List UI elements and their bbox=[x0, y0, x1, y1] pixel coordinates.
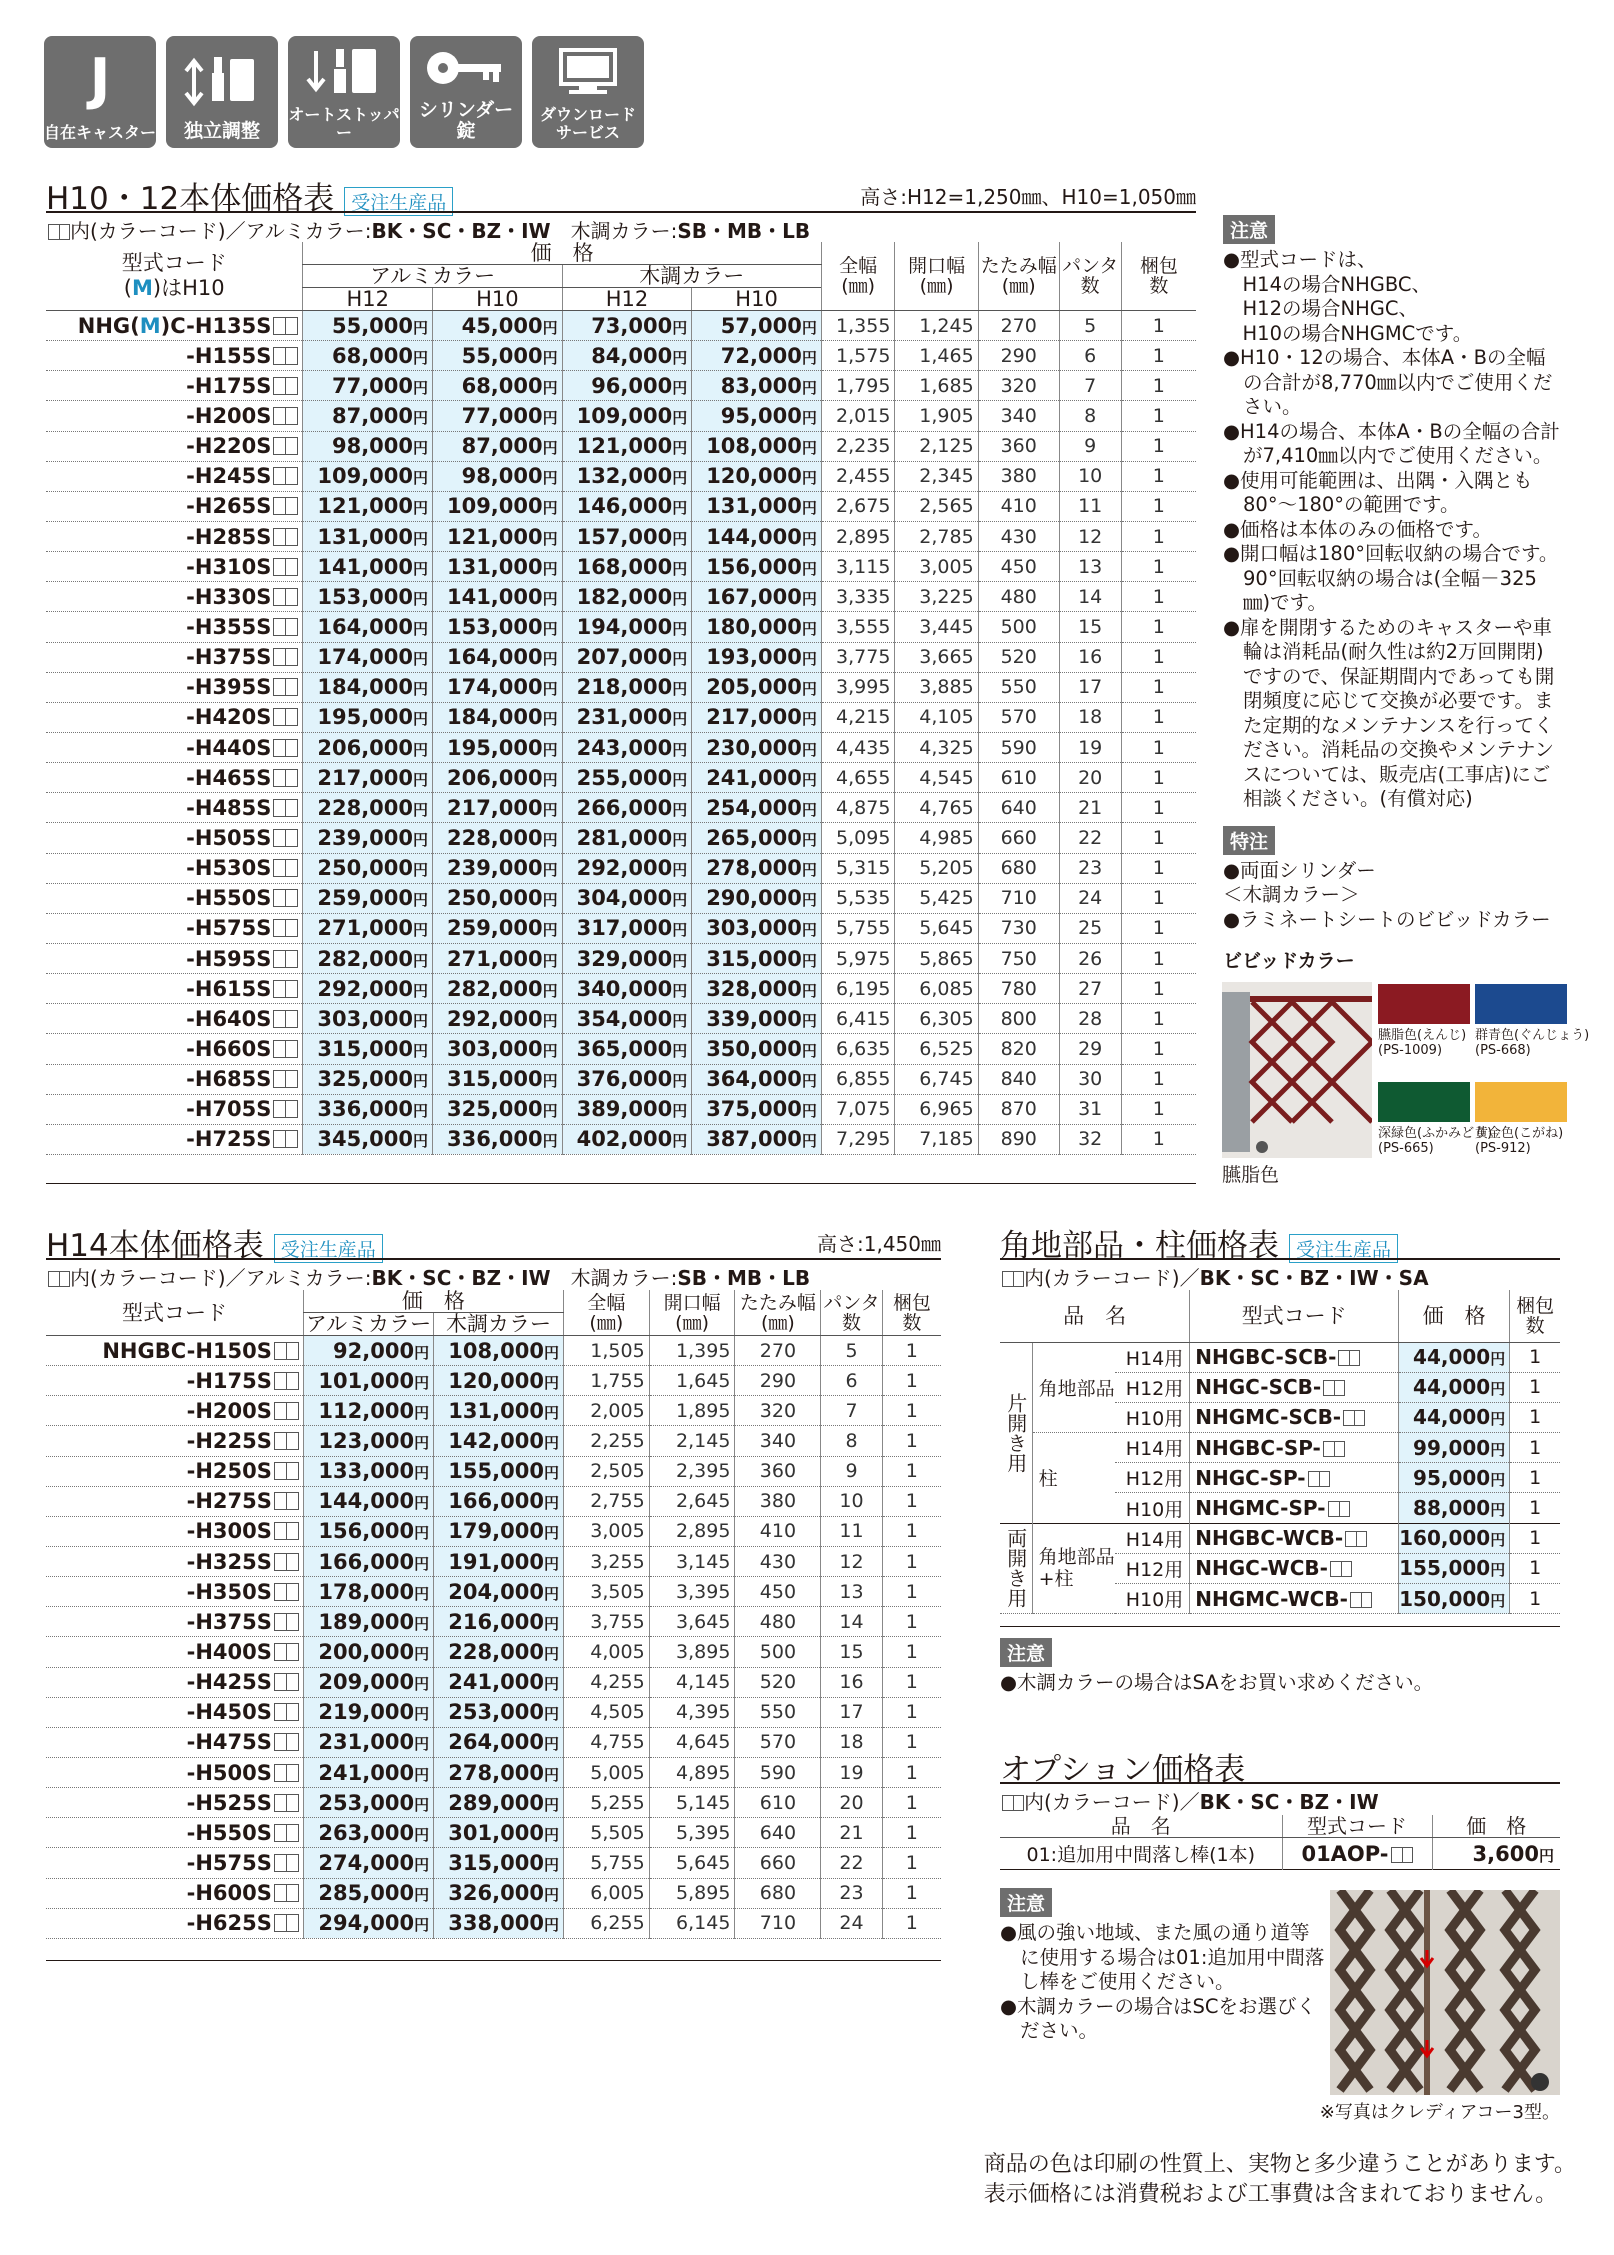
table-row: -H625S 294,000円 338,000円 6,255 6,145 710 24 1 bbox=[46, 1908, 941, 1938]
download-icon bbox=[532, 36, 644, 148]
table-row: -H355S 164,000円 153,000円 194,000円 180,000円 3,555 3,445 500 15 1 bbox=[46, 612, 1196, 642]
table-row: -H285S 131,000円 121,000円 157,000円 144,000円 2,895 2,785 430 12 1 bbox=[46, 521, 1196, 551]
table-row: -H175S 101,000円 120,000円 1,755 1,645 290 6 1 bbox=[46, 1366, 941, 1396]
corner-post-price-table: 品 名 型式コード 価 格 梱包 数 片開き用 角地部品 H14用 NHGBC-SCB- 44,000円 1 H12用 NHGC-SCB- 44,000円 1 H10用 NHGMC-SCB- 44,000円 1 柱 H14用 NHGBC-SP- 99,000円 1 H12用 NHGC-SP- 95,000円 1 H10用 NHGMC-SP- 88,000円 1 両開き用 角地部品 +柱 H14用 NHGBC-WCB- 160,000円 1 H12用 NHGC-WCB- 155,000円 1 H10用 NHGMC-WCB- 150,000円 1 bbox=[1000, 1290, 1560, 1614]
section3-title: 角地部品・柱価格表 bbox=[1000, 1228, 1279, 1264]
made-to-order-badge: 受注生産品 bbox=[1289, 1234, 1398, 1263]
note-line: ●使用可能範囲は、出隅・入隅とも80°～180°の範囲です。 bbox=[1223, 468, 1533, 516]
table-row: 両開き用 角地部品 +柱 H14用 NHGBC-WCB- 160,000円 1 bbox=[1000, 1523, 1560, 1553]
col-header-price: 価 格 bbox=[303, 242, 821, 265]
table-row: -H475S 231,000円 264,000円 4,755 4,645 570 18 1 bbox=[46, 1727, 941, 1757]
option-price-table: 品 名 型式コード 価 格 01:追加用中間落し棒(1本) 01AOP- 3,600円 bbox=[1000, 1815, 1560, 1870]
icon-label: 独立調整 bbox=[183, 120, 260, 142]
table-row: -H420S 195,000円 184,000円 231,000円 217,000円 4,215 4,105 570 18 1 bbox=[46, 702, 1196, 732]
note-line: ●H10・12の場合、本体A・Bの全幅の合計が8,770㎜以内でご使用ください。 bbox=[1223, 346, 1553, 418]
color-swatch bbox=[1378, 984, 1470, 1024]
section3-note: 注意 ●木調カラーの場合はSAをお買い求めください。 bbox=[1000, 1638, 1560, 1696]
h10-12-price-table: 型式コード (M)はH10 価 格 全幅 (㎜) 開口幅 (㎜) たたみ幅 (㎜) パンタ 数 梱包 数 アルミカラー 木調カラー H12 H10 H12 H10 NHG(M)C-H135S 55,000円 45,000円 73,000円 57,000円 1,355 1,245 270 5 1 -H155S 68,000円 55,000円 84,000円 72,000円 1,575 1,465 290 6 1 -H175S 77,000円 68,000円 96,000円 83,000円 1,795 1,685 320 7 1 -H200S 87,000円 77,000円 109,000円 95,000円 2,015 1,905 340 8 1 -H220S 98,000円 87,000円 121,000円 108,000円 2,235 2,125 360 9 1 -H245S 109,000円 98,000円 132,000円 120,000円 2,455 2,345 380 10 1 -H265S 121,000円 109,000円 146,000円 131,000円 2,675 2,565 410 11 1 -H285S 131,000円 121,000円 157,000円 144,000円 2,895 2,785 430 12 1 -H310S 141,000円 131,000円 168,000円 156,000円 3,115 3,005 450 13 1 -H330S 153,000円 141,000円 182,000円 167,000円 3,335 3,225 480 14 1 -H355S 164,000円 153,000円 194,000円 180,000円 3,555 3,445 500 15 1 -H375S 174,000円 164,000円 207,000円 193,000円 3,775 3,665 520 16 1 -H395S 184,000円 174,000円 218,000円 205,000円 3,995 3,885 550 17 1 -H420S 195,000円 184,000円 231,000円 217,000円 4,215 4,105 570 18 1 -H440S 206,000円 195,000円 243,000円 230,000円 4,435 4,325 590 19 1 -H465S 217,000円 206,000円 255,000円 241,000円 4,655 4,545 610 20 1 -H485S 228,000円 217,000円 266,000円 254,000円 4,875 4,765 640 21 1 -H505S 239,000円 228,000円 281,000円 265,000円 5,095 4,985 660 22 1 -H530S 250,000円 239,000円 292,000円 278,000円 5,315 5,205 680 23 1 -H550S 259,000円 250,000円 304,000円 290,000円 5,535 5,425 710 24 1 -H575S 271,000円 259,000円 317,000円 303,000円 5,755 5,645 730 25 1 -H595S 282,000円 271,000円 329,000円 315,000円 5,975 5,865 750 26 1 -H615S 292,000円 282,000円 340,000円 328,000円 6,195 6,085 780 27 1 -H640S 303,000円 292,000円 354,000円 339,000円 6,415 6,305 800 28 1 -H660S 315,000円 303,000円 365,000円 350,000円 6,635 6,525 820 29 1 -H685S 325,000円 315,000円 376,000円 364,000円 6,855 6,745 840 30 1 -H705S 336,000円 325,000円 389,000円 375,000円 7,075 6,965 870 31 1 -H725S 345,000円 336,000円 402,000円 387,000円 7,295 7,185 890 32 1 bbox=[46, 242, 1196, 1155]
table-row: NHG(M)C-H135S 55,000円 45,000円 73,000円 57,000円 1,355 1,245 270 5 1 bbox=[46, 311, 1196, 341]
color-code-line: 内(カラーコード)／アルミカラー:BK・SC・BZ・IW 木調カラー:SB・MB・LB bbox=[46, 215, 810, 244]
color-swatch bbox=[1475, 984, 1567, 1024]
color-code-line: 内(カラーコード)／BK・SC・BZ・IW・SA bbox=[1000, 1262, 1429, 1291]
table-row: -H155S 68,000円 55,000円 84,000円 72,000円 1,575 1,465 290 6 1 bbox=[46, 341, 1196, 371]
icon-label: オートストッパー bbox=[288, 105, 400, 142]
section2-header bbox=[46, 1220, 941, 1264]
note-line: ●型式コードは、 bbox=[1223, 248, 1377, 271]
table-row: -H660S 315,000円 303,000円 365,000円 350,000円 6,635 6,525 820 29 1 bbox=[46, 1034, 1196, 1064]
table-row: -H640S 303,000円 292,000円 354,000円 339,000円 6,415 6,305 800 28 1 bbox=[46, 1004, 1196, 1034]
table-row: -H465S 217,000円 206,000円 255,000円 241,000円 4,655 4,545 610 20 1 bbox=[46, 763, 1196, 793]
table-row: NHGBC-H150S 92,000円 108,000円 1,505 1,395 270 5 1 bbox=[46, 1336, 941, 1366]
table-row: -H575S 271,000円 259,000円 317,000円 303,000円 5,755 5,645 730 25 1 bbox=[46, 913, 1196, 943]
table-row: 片開き用 角地部品 H14用 NHGBC-SCB- 44,000円 1 bbox=[1000, 1342, 1560, 1372]
table-row: -H245S 109,000円 98,000円 132,000円 120,000円 2,455 2,345 380 10 1 bbox=[46, 461, 1196, 491]
table-row: -H350S 178,000円 204,000円 3,505 3,395 450 13 1 bbox=[46, 1577, 941, 1607]
table-row: -H550S 263,000円 301,000円 5,505 5,395 640 21 1 bbox=[46, 1818, 941, 1848]
table-row: -H575S 274,000円 315,000円 5,755 5,645 660 22 1 bbox=[46, 1848, 941, 1878]
table-row: -H705S 336,000円 325,000円 389,000円 375,000円 7,075 6,965 870 31 1 bbox=[46, 1094, 1196, 1124]
special-order-title: 特注 bbox=[1223, 826, 1275, 855]
color-swatch-label: 黄金色(こがね) (PS-912) bbox=[1475, 1126, 1564, 1156]
note-line: H14の場合NHGBC、 bbox=[1223, 272, 1431, 296]
adjust-icon bbox=[166, 36, 278, 148]
table-row: -H395S 184,000円 174,000円 218,000円 205,000円 3,995 3,885 550 17 1 bbox=[46, 672, 1196, 702]
table-row: -H265S 121,000円 109,000円 146,000円 131,000円 2,675 2,565 410 11 1 bbox=[46, 491, 1196, 521]
color-swatch-label: 群青色(ぐんじょう) (PS-668) bbox=[1475, 1028, 1590, 1058]
color-swatch bbox=[1378, 1082, 1470, 1122]
section1-title: H10・12本体価格表 bbox=[46, 181, 335, 217]
section4-note: 注意 ●風の強い地域、また風の通り道等に使用する場合は01:追加用中間落し棒をご使用ください。 ●木調カラーの場合はSCをお選びください。 bbox=[1000, 1888, 1325, 2044]
table-row: -H200S 112,000円 131,000円 2,005 1,895 320 7 1 bbox=[46, 1396, 941, 1426]
table-row: -H250S 133,000円 155,000円 2,505 2,395 360 9 1 bbox=[46, 1456, 941, 1486]
table-row: -H300S 156,000円 179,000円 3,005 2,895 410 11 1 bbox=[46, 1516, 941, 1546]
height-note: 高さ:1,450㎜ bbox=[817, 1232, 941, 1256]
color-swatch bbox=[1475, 1082, 1567, 1122]
section1-header bbox=[46, 173, 1196, 217]
table-row: -H400S 200,000円 228,000円 4,005 3,895 500 15 1 bbox=[46, 1637, 941, 1667]
table-row: -H595S 282,000円 271,000円 329,000円 315,000円 5,975 5,865 750 26 1 bbox=[46, 943, 1196, 973]
table-row: -H200S 87,000円 77,000円 109,000円 95,000円 2,015 1,905 340 8 1 bbox=[46, 401, 1196, 431]
note-title: 注意 bbox=[1223, 215, 1275, 244]
table-row: -H375S 189,000円 216,000円 3,755 3,645 480 14 1 bbox=[46, 1607, 941, 1637]
color-code-line: 内(カラーコード)／アルミカラー:BK・SC・BZ・IW 木調カラー:SB・MB・LB bbox=[46, 1262, 810, 1291]
cylinder-lock-icon bbox=[410, 36, 522, 148]
table-row: H12用 NHGC-WCB- 155,000円 1 bbox=[1000, 1553, 1560, 1583]
gate-photo-maroon bbox=[1222, 982, 1372, 1158]
caster-icon: J 自在キャスター bbox=[44, 36, 156, 148]
footer-notes: 商品の色は印刷の性質上、実物と多少違うことがあります。 表示価格には消費税および工事費は含まれておりません。 bbox=[983, 2152, 1576, 2207]
color-swatch-label: 深緑色(ふかみどり) (PS-665) bbox=[1378, 1126, 1493, 1156]
table-row: -H685S 325,000円 315,000円 376,000円 364,000円 6,855 6,745 840 30 1 bbox=[46, 1064, 1196, 1094]
special-line: ●両面シリンダー bbox=[1223, 858, 1376, 882]
color-code-line: 内(カラーコード)／BK・SC・BZ・IW bbox=[1000, 1786, 1379, 1815]
table-row: -H500S 241,000円 278,000円 5,005 4,895 590 19 1 bbox=[46, 1757, 941, 1787]
table-row: H12用 NHGC-SCB- 44,000円 1 bbox=[1000, 1372, 1560, 1402]
table-row: -H725S 345,000円 336,000円 402,000円 387,000円 7,295 7,185 890 32 1 bbox=[46, 1124, 1196, 1154]
section4-title: オプション価格表 bbox=[1000, 1752, 1246, 1788]
notes-panel bbox=[1223, 215, 1563, 973]
table-row: H10用 NHGMC-WCB- 150,000円 1 bbox=[1000, 1584, 1560, 1614]
table-row: -H310S 141,000円 131,000円 168,000円 156,000円 3,115 3,005 450 13 1 bbox=[46, 552, 1196, 582]
table-row: H12用 NHGC-SP- 95,000円 1 bbox=[1000, 1463, 1560, 1493]
table-row: -H225S 123,000円 142,000円 2,255 2,145 340 8 1 bbox=[46, 1426, 941, 1456]
table-row: -H440S 206,000円 195,000円 243,000円 230,000円 4,435 4,325 590 19 1 bbox=[46, 732, 1196, 762]
table-row: -H175S 77,000円 68,000円 96,000円 83,000円 1,795 1,685 320 7 1 bbox=[46, 371, 1196, 401]
color-swatch-label: 臙脂色(えんじ) (PS-1009) bbox=[1378, 1028, 1467, 1058]
made-to-order-badge: 受注生産品 bbox=[274, 1234, 383, 1263]
vivid-color-title: ビビッドカラー bbox=[1223, 950, 1355, 972]
feature-icons bbox=[44, 36, 644, 148]
table-row: -H375S 174,000円 164,000円 207,000円 193,000円 3,775 3,665 520 16 1 bbox=[46, 642, 1196, 672]
note-line: ●H14の場合、本体A・Bの全幅の合計が7,410㎜以内でご使用ください。 bbox=[1223, 419, 1560, 467]
table-row: -H505S 239,000円 228,000円 281,000円 265,000円 5,095 4,985 660 22 1 bbox=[46, 823, 1196, 853]
table-row: -H275S 144,000円 166,000円 2,755 2,645 380 10 1 bbox=[46, 1486, 941, 1516]
special-line: ＜木調カラー＞ bbox=[1223, 883, 1360, 906]
table-row: -H525S 253,000円 289,000円 5,255 5,145 610 20 1 bbox=[46, 1788, 941, 1818]
special-line: ●ラミネートシートのビビッドカラー bbox=[1223, 907, 1551, 931]
auto-stopper-icon bbox=[288, 36, 400, 148]
note-line: ●扉を開閉するためのキャスターや車輪は消耗品(耐久性は約2万回開閉)ですので、保証期間内であっても開閉頻度に応じて交換が必要です。また定期的なメンテナンスを行ってください。消耗品の交換やメンテナンスについては、販売店(工事店)にご相談ください。(有償対応) bbox=[1223, 615, 1555, 810]
made-to-order-badge: 受注生産品 bbox=[344, 187, 453, 216]
table-row: -H325S 166,000円 191,000円 3,255 3,145 430 12 1 bbox=[46, 1546, 941, 1576]
table-row: -H615S 292,000円 282,000円 340,000円 328,000円 6,195 6,085 780 27 1 bbox=[46, 974, 1196, 1004]
table-row: -H485S 228,000円 217,000円 266,000円 254,000円 4,875 4,765 640 21 1 bbox=[46, 793, 1196, 823]
table-row: H10用 NHGMC-SCB- 44,000円 1 bbox=[1000, 1402, 1560, 1432]
table-row: -H450S 219,000円 253,000円 4,505 4,395 550 17 1 bbox=[46, 1697, 941, 1727]
section2-title: H14本体価格表 bbox=[46, 1228, 264, 1264]
table-row: -H220S 98,000円 87,000円 121,000円 108,000円 2,235 2,125 360 9 1 bbox=[46, 431, 1196, 461]
photo-caption: 臙脂色 bbox=[1222, 1164, 1280, 1186]
col-header-code: 型式コード (M)はH10 bbox=[46, 242, 303, 311]
icon-label: シリンダー錠 bbox=[418, 99, 514, 142]
h14-price-table: 型式コード 価 格 全幅 (㎜) 開口幅 (㎜) たたみ幅 (㎜) パンタ 数 梱包 数 アルミカラー 木調カラー NHGBC-H150S 92,000円 108,000円 1,505 1,395 270 5 1 -H175S 101,000円 120,000円 1,755 1,645 290 6 1 -H200S 112,000円 131,000円 2,005 1,895 320 7 1 -H225S 123,000円 142,000円 2,255 2,145 340 8 1 -H250S 133,000円 155,000円 2,505 2,395 360 9 1 -H275S 144,000円 166,000円 2,755 2,645 380 10 1 -H300S 156,000円 179,000円 3,005 2,895 410 11 1 -H325S 166,000円 191,000円 3,255 3,145 430 12 1 -H350S 178,000円 204,000円 3,505 3,395 450 13 1 -H375S 189,000円 216,000円 3,755 3,645 480 14 1 -H400S 200,000円 228,000円 4,005 3,895 500 15 1 -H425S 209,000円 241,000円 4,255 4,145 520 16 1 -H450S 219,000円 253,000円 4,505 4,395 550 17 1 -H475S 231,000円 264,000円 4,755 4,645 570 18 1 -H500S 241,000円 278,000円 5,005 4,895 590 19 1 -H525S 253,000円 289,000円 5,255 5,145 610 20 1 -H550S 263,000円 301,000円 5,505 5,395 640 21 1 -H575S 274,000円 315,000円 5,755 5,645 660 22 1 -H600S 285,000円 326,000円 6,005 5,895 680 23 1 -H625S 294,000円 338,000円 6,255 6,145 710 24 1 bbox=[46, 1290, 941, 1939]
option-photo bbox=[1330, 1890, 1560, 2095]
icon-label: ダウンロード サービス bbox=[539, 105, 636, 142]
note-line: H10の場合NHGMCです。 bbox=[1223, 321, 1473, 345]
table-row: -H550S 259,000円 250,000円 304,000円 290,000円 5,535 5,425 710 24 1 bbox=[46, 883, 1196, 913]
table-row: -H600S 285,000円 326,000円 6,005 5,895 680 23 1 bbox=[46, 1878, 941, 1908]
col-header-code: 型式コード bbox=[46, 1290, 303, 1336]
height-note: 高さ:H12=1,250㎜、H10=1,050㎜ bbox=[860, 185, 1196, 209]
photo-caption: ※写真はクレディアコー3型。 bbox=[1319, 2102, 1560, 2123]
note-line: H12の場合NHGC、 bbox=[1223, 297, 1418, 320]
icon-label: 自在キャスター bbox=[44, 123, 157, 142]
table-row: -H425S 209,000円 241,000円 4,255 4,145 520 16 1 bbox=[46, 1667, 941, 1697]
table-row: -H330S 153,000円 141,000円 182,000円 167,000円 3,335 3,225 480 14 1 bbox=[46, 582, 1196, 612]
table-row: 柱 H14用 NHGBC-SP- 99,000円 1 bbox=[1000, 1433, 1560, 1463]
note-line: ●価格は本体のみの価格です。 bbox=[1223, 517, 1492, 541]
table-row: -H530S 250,000円 239,000円 292,000円 278,000円 5,315 5,205 680 23 1 bbox=[46, 853, 1196, 883]
table-row: H10用 NHGMC-SP- 88,000円 1 bbox=[1000, 1493, 1560, 1523]
table-row: 01:追加用中間落し棒(1本) 01AOP- 3,600円 bbox=[1000, 1838, 1560, 1870]
note-line: ●開口幅は180°回転収納の場合です。90°回転収納の場合は(全幅－325㎜)です。 bbox=[1223, 542, 1559, 614]
